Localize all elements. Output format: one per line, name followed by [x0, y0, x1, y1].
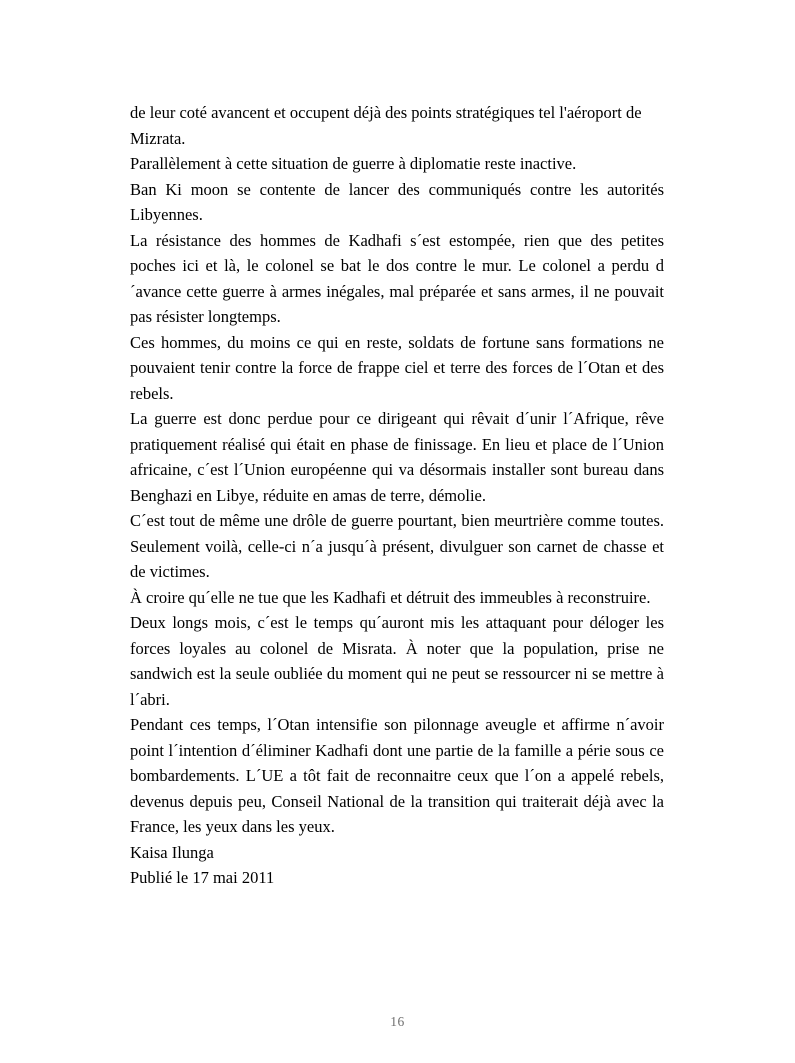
- paragraph: La résistance des hommes de Kadhafi s´est estompée, rien que des petites poches ici et là, le colonel se bat le dos contre le mur. Le colonel a perdu d´avance cette guerre à armes inégales, mal préparée et sans armes, il ne pouvait pas résister longtemps.: [130, 230, 664, 326]
- paragraph: Ban Ki moon se contente de lancer des communiqués contre les autorités Libyennes.: [130, 179, 664, 224]
- paragraph: Deux longs mois, c´est le temps qu´auront mis les attaquant pour déloger les forces loyales au colonel de Misrata. À noter que la population, prise ne sandwich est la seule oubliée du moment qui ne peut se ressourcer ni se mettre à l´abri.: [130, 613, 664, 709]
- paragraph: C´est tout de même une drôle de guerre pourtant, bien meurtrière comme toutes. Seulement voilà, celle-ci n´a jusqu´à présent, divulguer son carnet de chasse et de victimes.: [130, 511, 664, 581]
- paragraph: Pendant ces temps, l´Otan intensifie son pilonnage aveugle et affirme n´avoir point l´intention d´éliminer Kadhafi dont une partie de la famille a périe sous ce bombardements. L´UE a tôt fait de reconnaitre ceux que l´on a appelé rebels, devenus depuis peu, Conseil National de la transition qui traiterait déjà avec la France, les yeux dans les yeux.: [130, 715, 664, 836]
- paragraph: de leur coté avancent et occupent déjà des points stratégiques tel l'aéroport de: [130, 103, 642, 122]
- document-body: [130, 100, 664, 891]
- paragraph: La guerre est donc perdue pour ce dirigeant qui rêvait d´unir l´Afrique, rêve pratiquement réalisé qui était en phase de finissage. En lieu et place de l´Union africaine, c´est l´Union européenne qui va désormais installer sont bureau dans Benghazi en Libye, réduite en amas de terre, démolie.: [130, 409, 664, 505]
- paragraph: Parallèlement à cette situation de guerre à diplomatie reste inactive.: [130, 154, 577, 173]
- publish-date-line: Publié le 17 mai 2011: [130, 868, 275, 887]
- author-line: Kaisa Ilunga: [130, 842, 214, 862]
- paragraph: Mizrata.: [130, 128, 186, 148]
- paragraph: À croire qu´elle ne tue que les Kadhafi et détruit des immeubles à reconstruire.: [130, 587, 651, 607]
- paragraph: Ces hommes, du moins ce qui en reste, soldats de fortune sans formations ne pouvaient tenir contre la force de frappe ciel et terre des forces de l´Otan et des rebels.: [130, 332, 664, 403]
- page-number: 16: [390, 1014, 405, 1029]
